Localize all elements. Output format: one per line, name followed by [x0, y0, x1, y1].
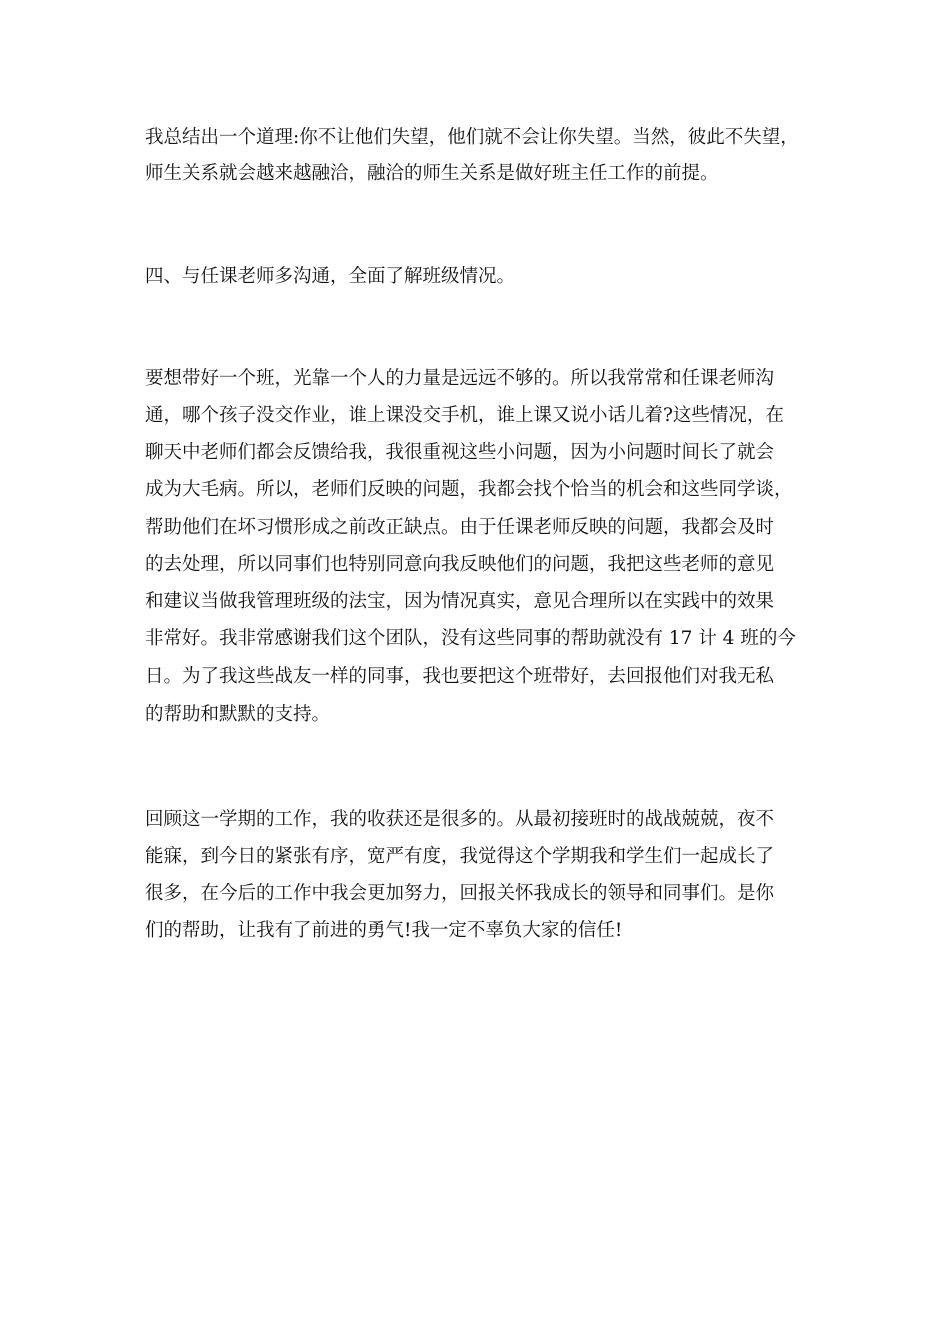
paragraph-2-line-7: 和建议当做我管理班级的法宝，因为情况真实，意见合理所以在实践中的效果 [145, 591, 775, 612]
paragraph-1-line-2: 师生关系就会越来越融洽，融洽的师生关系是做好班主任工作的前提。 [145, 163, 719, 184]
paragraph-3-line-2: 能寐，到今日的紧张有序，宽严有度，我觉得这个学期我和学生们一起成长了 [145, 846, 775, 867]
paragraph-2-line-9: 日。为了我这些战友一样的同事，我也要把这个班带好，去回报他们对我无私 [145, 666, 775, 687]
section-heading-4: 四、与任课老师多沟通，全面了解班级情况。 [145, 266, 516, 287]
paragraph-2-line-3: 聊天中老师们都会反馈给我，我很重视这些小问题，因为小问题时间长了就会 [145, 442, 775, 463]
paragraph-2-line-5: 帮助他们在坏习惯形成之前改正缺点。由于任课老师反映的问题，我都会及时 [145, 517, 775, 538]
paragraph-2-line-1: 要想带好一个班，光靠一个人的力量是远远不够的。所以我常常和任课老师沟 [145, 368, 775, 389]
paragraph-2-line-2: 通，哪个孩子没交作业，谁上课没交手机，谁上课又说小话儿着?这些情况，在 [145, 405, 784, 426]
paragraph-2-line-8: 非常好。我非常感谢我们这个团队，没有这些同事的帮助就没有 17 计 4 班的今 [145, 628, 796, 649]
paragraph-1-line-1: 我总结出一个道理:你不让他们失望，他们就不会让你失望。当然，彼此不失望， [145, 127, 799, 148]
paragraph-3-line-3: 很多，在今后的工作中我会更加努力，回报关怀我成长的领导和同事们。是你 [145, 883, 775, 904]
paragraph-3-line-1: 回顾这一学期的工作，我的收获还是很多的。从最初接班时的战战兢兢，夜不 [145, 809, 775, 830]
paragraph-2-line-6: 的去处理，所以同事们也特别同意向我反映他们的问题，我把这些老师的意见 [145, 554, 775, 575]
paragraph-3-line-4: 们的帮助，让我有了前进的勇气!我一定不辜负大家的信任! [145, 920, 623, 941]
paragraph-2-line-4: 成为大毛病。所以，老师们反映的问题，我都会找个恰当的机会和这些同学谈， [145, 479, 793, 500]
paragraph-2-line-10: 的帮助和默默的支持。 [145, 704, 331, 725]
